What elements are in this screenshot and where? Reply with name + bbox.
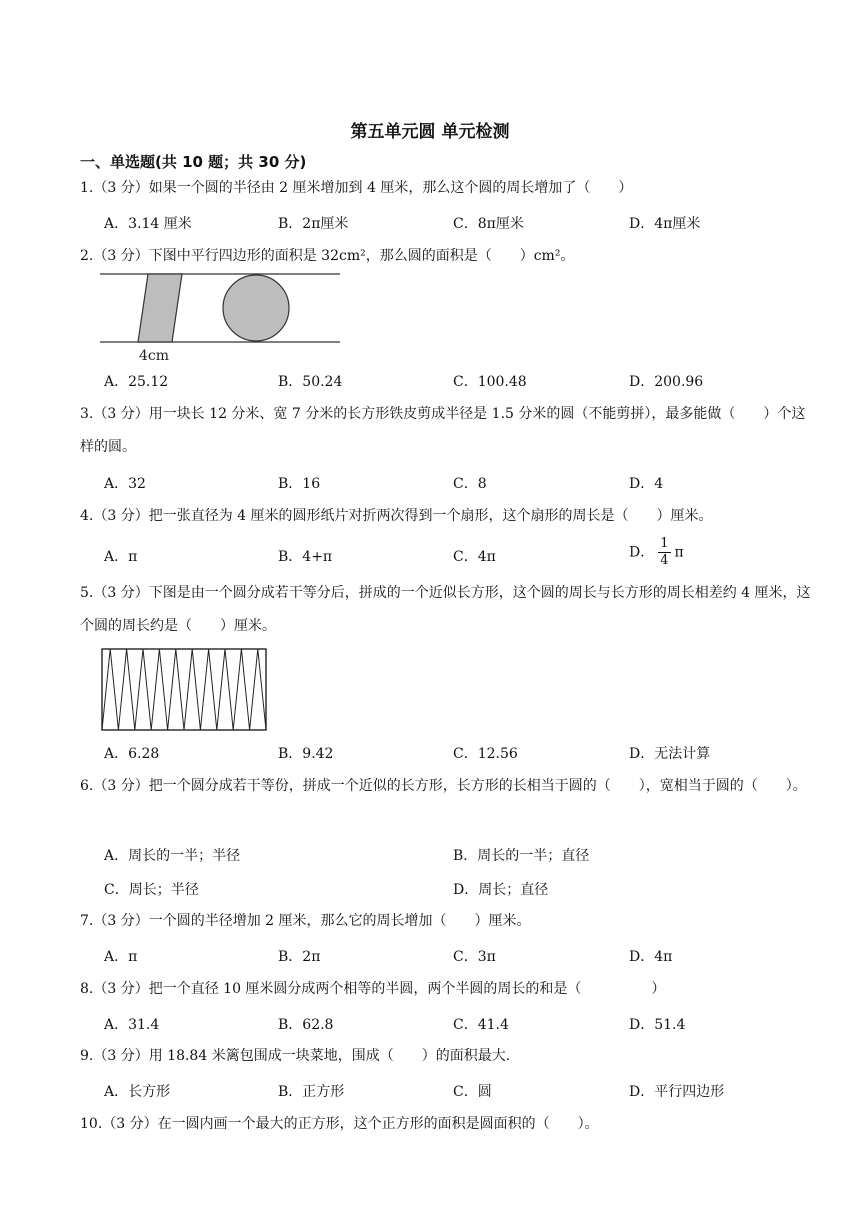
- question-6: 6.（3 分）把一个圆分成若干等份，拼成一个近似的长方形，长方形的长相当于圆的（ ），宽相当于圆的（ ）。: [80, 778, 807, 794]
- question-9: 9.（3 分）用 18.84 米篱包围成一块菜地，围成（ ）的面积最大.: [80, 1048, 511, 1064]
- q5-option-a[interactable]: A．6.28: [104, 746, 160, 762]
- q4-option-d-label: D．: [629, 544, 655, 561]
- q5-option-d[interactable]: D．无法计算: [629, 746, 711, 762]
- question-2: 2.（3 分）下图中平行四边形的面积是 32cm²，那么圆的面积是（ ）cm²。: [80, 248, 575, 264]
- q6-option-c[interactable]: C．周长；半径: [104, 882, 199, 898]
- section-heading: 一、单选题(共 10 题；共 30 分): [80, 153, 307, 171]
- question-5: 5.（3 分）下图是由一个圆分成若干等分后，拼成的一个近似长方形，这个圆的周长与长方形的周长相差约 4 厘米，这个圆的周长约是（ ）厘米。: [80, 585, 811, 634]
- question-10: 10.（3 分）在一圆内画一个最大的正方形，这个正方形的面积是圆面积的（ ）。: [80, 1116, 599, 1132]
- q1-option-c[interactable]: C．8π厘米: [453, 216, 524, 232]
- question-8: 8.（3 分）把一个直径 10 厘米圆分成两个相等的半圆，两个半圆的周长的和是（ ）: [80, 981, 666, 997]
- q6-option-a[interactable]: A．周长的一半；半径: [104, 848, 241, 864]
- q9-option-d[interactable]: D．平行四边形: [629, 1084, 725, 1100]
- q9-option-b[interactable]: B．正方形: [278, 1084, 345, 1100]
- q3-option-a[interactable]: A．32: [104, 476, 146, 492]
- q4-option-a[interactable]: A．π: [104, 549, 138, 565]
- q8-option-a[interactable]: A．31.4: [104, 1017, 160, 1033]
- q8-option-d[interactable]: D．51.4: [629, 1017, 686, 1033]
- question-4: 4.（3 分）把一张直径为 4 厘米的圆形纸片对折两次得到一个扇形，这个扇形的周长是（ ）厘米。: [80, 508, 713, 524]
- q5-option-c[interactable]: C．12.56: [453, 746, 518, 762]
- q2-option-c[interactable]: C．100.48: [453, 374, 527, 390]
- q7-option-a[interactable]: A．π: [104, 949, 138, 965]
- q7-option-b[interactable]: B．2π: [278, 949, 321, 965]
- q4-option-b[interactable]: B．4+π: [278, 549, 333, 565]
- q2-option-d[interactable]: D．200.96: [629, 374, 704, 390]
- page-title: 第五单元圆 单元检测: [350, 122, 510, 142]
- q8-option-c[interactable]: C．41.4: [453, 1017, 509, 1033]
- q7-option-c[interactable]: C．3π: [453, 949, 496, 965]
- q3-option-b[interactable]: B．16: [278, 476, 321, 492]
- q1-option-a[interactable]: A．3.14 厘米: [104, 216, 192, 232]
- parallelogram-circle-figure: [98, 268, 342, 366]
- q2-option-b[interactable]: B．50.24: [278, 374, 343, 390]
- sector-zigzag: [102, 649, 266, 730]
- q4-option-c[interactable]: C．4π: [453, 549, 496, 565]
- q6-option-b[interactable]: B．周长的一半；直径: [453, 848, 590, 864]
- q3-option-c[interactable]: C．8: [453, 476, 487, 492]
- q1-option-d[interactable]: D．4π厘米: [629, 216, 701, 232]
- q9-option-a[interactable]: A．长方形: [104, 1084, 171, 1100]
- q3-option-d[interactable]: D．4: [629, 476, 664, 492]
- q2-option-a[interactable]: A．25.12: [104, 374, 169, 390]
- fraction-denominator: 4: [660, 553, 669, 568]
- q6-option-d[interactable]: D．周长；直径: [453, 882, 549, 898]
- question-3: 3.（3 分）用一块长 12 分米、宽 7 分米的长方形铁皮剪成半径是 1.5 分米的圆（不能剪拼），最多能做（ ）个这样的圆。: [80, 406, 806, 455]
- fraction-suffix: π: [674, 544, 684, 561]
- fraction: [658, 536, 670, 569]
- question-7: 7.（3 分）一个圆的半径增加 2 厘米，那么它的周长增加（ ）厘米。: [80, 913, 531, 929]
- sector-rectangle-figure: [100, 647, 268, 733]
- q7-option-d[interactable]: D．4π: [629, 949, 673, 965]
- q9-option-c[interactable]: C．圆: [453, 1084, 492, 1100]
- fraction-numerator: 1: [660, 536, 669, 551]
- figure-base-label: 4cm: [139, 348, 170, 364]
- question-1: 1.（3 分）如果一个圆的半径由 2 厘米增加到 4 厘米，那么这个圆的周长增加了（ ）: [80, 180, 633, 196]
- q8-option-b[interactable]: B．62.8: [278, 1017, 334, 1033]
- q1-option-b[interactable]: B．2π厘米: [278, 216, 349, 232]
- q4-option-d[interactable]: [629, 536, 684, 569]
- q5-option-b[interactable]: B．9.42: [278, 746, 334, 762]
